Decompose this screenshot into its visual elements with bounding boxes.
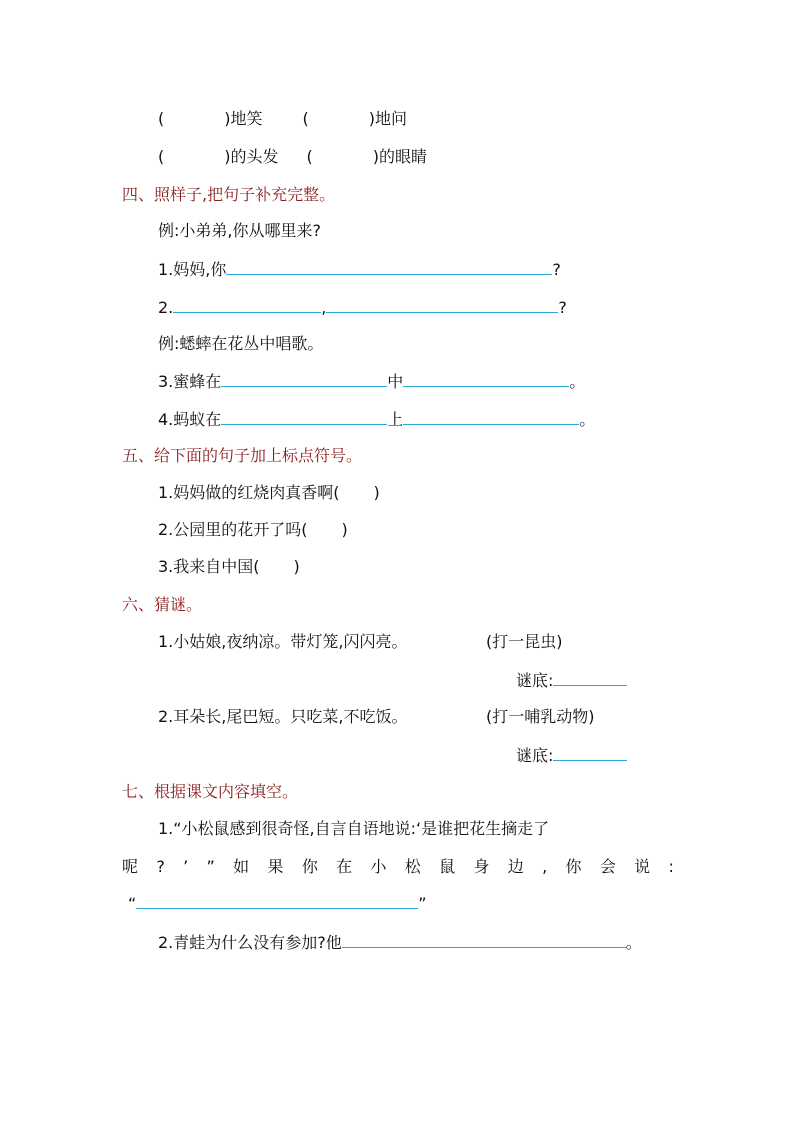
phrase-label: )地问 — [368, 109, 407, 128]
section-4-heading: 四、照样子,把句子补充完整。 — [122, 185, 336, 204]
answer-blank[interactable] — [226, 258, 552, 275]
answer-blank[interactable] — [403, 370, 569, 387]
item-suffix: 。 — [569, 372, 586, 391]
item-prefix: 2. — [158, 298, 174, 317]
riddle-1-answer — [516, 669, 627, 692]
answer-blank[interactable] — [221, 370, 387, 387]
answer-blank[interactable] — [403, 408, 579, 425]
fill-row-1 — [158, 108, 407, 130]
riddle-2-hint: (打一哺乳动物) — [486, 707, 595, 726]
paren-close: ) — [373, 483, 380, 502]
answer-blank[interactable] — [326, 296, 558, 313]
sentence-item-1 — [158, 258, 561, 281]
item-suffix: ? — [552, 260, 561, 279]
spread-char: 果 — [267, 857, 284, 876]
spread-char: ’ — [183, 857, 189, 876]
item-suffix: 。 — [579, 410, 596, 429]
item-middle: 上 — [387, 410, 404, 429]
section-6-heading: 六、猜谜。 — [122, 595, 203, 614]
sentence-item-4 — [158, 408, 595, 431]
spread-char: 你 — [301, 857, 318, 876]
paren-close: ) — [341, 520, 348, 539]
fill-item-2 — [158, 931, 642, 954]
sentence-text: 3.我来自中国( — [158, 557, 260, 576]
phrase-label: )的头发 — [224, 147, 279, 166]
sentence-text: 1.妈妈做的红烧肉真香啊( — [158, 483, 340, 502]
item-suffix: 。 — [625, 933, 642, 952]
spread-char: 鼠 — [439, 857, 456, 876]
item-prefix: 4.蚂蚁在 — [158, 410, 222, 429]
example-sentence-2: 例:蟋蟀在花丛中唱歌。 — [158, 334, 324, 353]
punctuation-item-3 — [158, 556, 300, 578]
phrase-label: )地笑 — [224, 109, 263, 128]
fill-item-1-line-3 — [128, 892, 427, 915]
item-prefix: 2.青蛙为什么没有参加?他 — [158, 933, 342, 952]
spread-char: : — [668, 857, 674, 876]
example-sentence-1: 例:小弟弟,你从哪里来? — [158, 221, 321, 240]
spread-char: 身 — [473, 857, 490, 876]
item-suffix: ? — [558, 298, 567, 317]
spread-char: 说 — [634, 857, 651, 876]
riddle-1-text: 1.小姑娘,夜纳凉。带灯笼,闪闪亮。 — [158, 632, 408, 651]
fill-item-1-line-2 — [122, 856, 674, 878]
answer-blank[interactable] — [553, 744, 627, 761]
paren-open: ( — [306, 147, 313, 166]
sentence-item-3 — [158, 370, 585, 393]
spread-char: 会 — [599, 857, 616, 876]
spread-char: 呢 — [122, 857, 139, 876]
sentence-text: 2.公园里的花开了吗( — [158, 520, 308, 539]
riddle-2-text: 2.耳朵长,尾巴短。只吃菜,不吃饭。 — [158, 707, 408, 726]
spread-char: ” — [206, 857, 215, 876]
punctuation-item-2 — [158, 519, 348, 541]
item-prefix: 3.蜜蜂在 — [158, 372, 222, 391]
paren-close: ) — [293, 557, 300, 576]
spread-char: 小 — [370, 857, 387, 876]
spread-char: 在 — [336, 857, 353, 876]
phrase-label: )的眼睛 — [372, 147, 427, 166]
paren-open: ( — [158, 109, 165, 128]
section-7-heading: 七、根据课文内容填空。 — [122, 782, 299, 801]
item-middle: 中 — [387, 372, 404, 391]
fill-item-1-line-1: 1.“小松鼠感到很奇怪,自言自语地说:‘是谁把花生摘走了 — [158, 819, 550, 838]
answer-blank[interactable] — [553, 669, 627, 686]
spread-char: 松 — [404, 857, 421, 876]
sentence-item-2 — [158, 296, 567, 319]
open-quote: “ — [128, 894, 137, 913]
section-5-heading: 五、给下面的句子加上标点符号。 — [122, 446, 363, 465]
answer-blank[interactable] — [221, 408, 387, 425]
riddle-2-answer — [516, 744, 627, 767]
answer-label: 谜底: — [516, 671, 554, 690]
item-prefix: 1.妈妈,你 — [158, 260, 227, 279]
answer-blank[interactable] — [136, 892, 418, 909]
item-middle: , — [321, 298, 327, 317]
close-quote: ” — [418, 894, 427, 913]
spread-char: 如 — [233, 857, 250, 876]
answer-label: 谜底: — [516, 746, 554, 765]
riddle-1-hint: (打一昆虫) — [486, 632, 563, 651]
answer-blank[interactable] — [342, 931, 626, 948]
answer-blank[interactable] — [173, 296, 321, 313]
paren-open: ( — [158, 147, 165, 166]
spread-char: , — [542, 857, 548, 876]
spread-char: 边 — [507, 857, 524, 876]
punctuation-item-1 — [158, 482, 380, 504]
paren-open: ( — [302, 109, 309, 128]
fill-row-2 — [158, 146, 427, 168]
spread-char: 你 — [565, 857, 582, 876]
spread-char: ? — [156, 857, 165, 876]
